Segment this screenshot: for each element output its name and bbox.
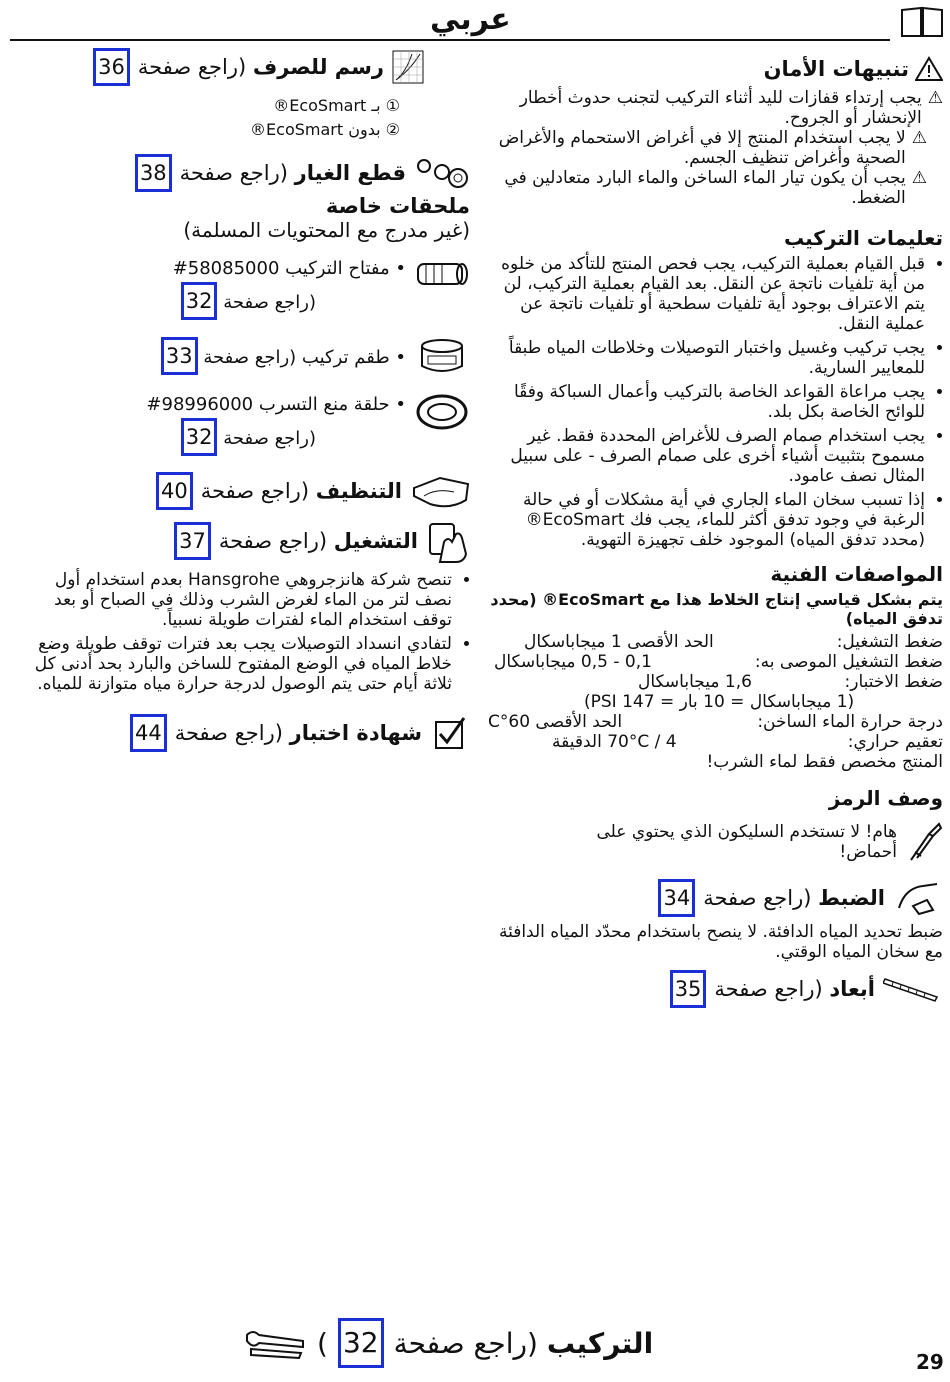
list-item: • يجب مراعاة القواعد الخاصة بالتركيب وأعمال السباكة وفقًا للوائح الخاصة بكل بلد. <box>488 382 925 422</box>
silicone-gun-icon <box>907 822 943 862</box>
accessory-item: • طقم تركيب (راجع صفحة 33 <box>22 336 470 376</box>
left-column <box>22 48 470 752</box>
accessory-page-link[interactable]: 33 <box>161 337 198 375</box>
special-accessories-title: ملحقات خاصة <box>325 194 470 218</box>
install-instructions-list <box>488 254 943 550</box>
page-number: 29 <box>916 1350 944 1374</box>
install-instructions-title: تعليمات التركيب <box>783 226 943 250</box>
symbol-desc-title: وصف الرمز <box>828 786 943 810</box>
header-rule <box>10 39 890 41</box>
mounting-key-icon <box>414 256 470 292</box>
test-cert-label: شهادة اختبار <box>289 721 422 745</box>
dimensions-page-link[interactable]: 35 <box>670 970 707 1008</box>
cleaning-label: التنظيف <box>315 479 402 503</box>
operation-ref: التشغيل (راجع صفحة 37 <box>22 518 470 564</box>
adjust-ref: الضبط (راجع صفحة 34 <box>488 878 943 918</box>
special-accessories-subtitle: (غير مدرج مع المحتويات المسلمة) <box>183 218 470 242</box>
flow-diagram-ref: رسم للصرف (راجع صفحة 36 <box>22 48 470 86</box>
page-header <box>0 0 950 44</box>
spec-row: ضغط التشغيل: الحد الأقصى 1 ميجاباسكال <box>524 632 943 652</box>
spare-parts-label: قطع الغيار <box>294 161 406 185</box>
spare-parts-page-link[interactable]: 38 <box>135 154 172 192</box>
ruler-icon <box>883 975 939 1003</box>
adjust-page-link[interactable]: 34 <box>658 879 695 917</box>
operation-hand-icon <box>426 518 470 564</box>
tech-specs-note: المنتج مخصص فقط لماء الشرب! <box>706 752 943 772</box>
list-item: • يجب استخدام صمام الصرف للأغراض المحددة فقط. غير مسموح بتثبيت أشياء أخرى على صمام الصرف - على سبيل المثال نصف عامود. <box>488 426 925 486</box>
accessory-text: مفتاح التركيب 58085000# <box>172 258 390 279</box>
adjust-label: الضبط <box>818 886 885 910</box>
book-icon <box>900 4 944 38</box>
installation-page-link[interactable]: 32 <box>338 1318 384 1368</box>
dimensions-ref: أبعاد (راجع صفحة 35 <box>488 970 943 1008</box>
sealing-ring-icon <box>414 392 470 432</box>
tech-specs-title: المواصفات الفنية <box>770 562 943 586</box>
flow-options <box>22 94 470 142</box>
warning-small-icon: ⚠ <box>911 128 927 148</box>
operation-page-link[interactable]: 37 <box>174 522 211 560</box>
checkbox-icon <box>430 716 470 750</box>
installation-label: التركيب <box>546 1326 654 1360</box>
accessory-text: طقم تركيب <box>301 347 390 368</box>
accessory-page-link[interactable]: 32 <box>181 282 218 320</box>
list-item: • إذا تسبب سخان الماء الجاري في أية مشكلات أو في حالة الرغبة في وجود تدفق أكثر للماء، يجب فك EcoSmart® (محدد تدفق المياه) الموجود خلف تجهيزة التهوية. <box>488 490 925 550</box>
operation-label: التشغيل <box>333 529 418 553</box>
test-cert-page-link[interactable]: 44 <box>130 714 167 752</box>
language-title: عربي <box>430 2 511 37</box>
warning-icon <box>915 56 943 82</box>
list-item: • تنصح شركة هانزجروهي Hansgrohe بعدم استخدام أول نصف لتر من الماء لغرض الشرب وذلك في الصباح أو بعد توقف استخدام الماء لفترات طويلة نسبياً. <box>22 570 452 630</box>
spec-row: درجة حرارة الماء الساخن: الحد الأقصى 60°C <box>488 712 943 732</box>
cleaning-page-link[interactable]: 40 <box>156 472 193 510</box>
list-item: • قبل القيام بعملية التركيب، يجب فحص المنتج للتأكد من خلوه من أية تلفيات ناتجة عن النقل. بعد القيام بعملية التركيب، لن يتم الاعتراف بوجود أية تلفيات سطحية أو تلفيات ناتجة عن عملية النقل. <box>488 254 925 334</box>
cleaning-ref: التنظيف (راجع صفحة 40 <box>22 470 470 512</box>
recommendations-list <box>22 570 470 694</box>
list-item: • يجب تركيب وغسيل واختبار التوصيلات وخلاطات المياه طبقاً للمعايير السارية. <box>488 338 925 378</box>
adjust-icon <box>893 878 943 918</box>
install-kit-icon <box>414 336 470 376</box>
flow-diagram-label: رسم للصرف <box>252 55 384 79</box>
accessory-item: • مفتاح التركيب 58085000# (راجع صفحة 32 <box>22 256 470 320</box>
warning-small-icon: ⚠ <box>911 168 927 188</box>
safety-title: تنبيهات الأمان <box>763 57 909 81</box>
safety-item: ⚠ يجب إرتداء قفازات لليد أثناء التركيب لتجنب حدوث أخطار الإنحشار أو الجروح. <box>519 88 943 128</box>
safety-item: ⚠ لا يجب استخدام المنتج إلا في أغراض الاستحمام والأغراض الصحية وأغراض تنظيف الجسم. <box>498 128 927 168</box>
accessory-item: • حلقة منع التسرب 98996000# (راجع صفحة 32 <box>22 392 470 456</box>
adjust-text: ضبط تحديد المياه الدافئة. لا ينصح باستخدام محدّد المياه الدافئة مع سخان المياه الوقتي. <box>498 922 943 962</box>
right-column <box>488 48 943 1008</box>
symbol-desc-row <box>488 822 943 862</box>
spare-parts-ref: قطع الغيار (راجع صفحة 38 <box>22 154 470 192</box>
flow-chart-icon <box>392 50 424 84</box>
spec-row: تعقيم حراري: 70°C / 4 الدقيقة <box>552 732 943 752</box>
dimensions-label: أبعاد <box>829 977 875 1001</box>
safety-item: ⚠ يجب أن يكون تيار الماء الساخن والماء البارد متعادلين في الضغط. <box>504 168 927 208</box>
flow-option-1: ① بـ EcoSmart® <box>273 96 400 115</box>
spec-row: (1 ميجاباسكال = 10 بار = 147 PSI) <box>584 692 855 712</box>
spec-row: ضغط الاختبار: 1,6 ميجاباسكال <box>638 672 943 692</box>
symbol-desc-text: هام! لا تستخدم السليكون الذي يحتوي على أحماض! <box>596 822 897 862</box>
accessory-page-link[interactable]: 32 <box>181 418 218 456</box>
tech-specs-table <box>488 632 943 772</box>
flow-option-2: ② بدون EcoSmart® <box>250 120 400 139</box>
cleaning-icon <box>410 470 470 512</box>
safety-heading <box>488 56 943 82</box>
spec-row: ضغط التشغيل الموصى به: 0,1 - 0,5 ميجاباسكال <box>494 652 943 672</box>
installation-ref: التركيب (راجع صفحة 32 ) <box>245 1318 653 1368</box>
list-item: • لتفادي انسداد التوصيلات يجب بعد فترات توقف طويلة وضع خلاط المياه في الوضع المفتوح للساخن والبارد بحد أدنى كل ثلاثة أيام حتى يتم الوصول لدرجة حرارة مياه متوازنة للمياه. <box>22 634 452 694</box>
tech-specs-subtitle: يتم بشكل قياسي إنتاج الخلاط هذا مع EcoSmart® (محدد تدفق المياه) <box>490 590 943 628</box>
flow-diagram-page-link[interactable]: 36 <box>93 48 130 86</box>
accessory-text: حلقة منع التسرب 98996000# <box>146 394 390 415</box>
spare-parts-icon <box>414 156 470 190</box>
test-cert-ref: شهادة اختبار (راجع صفحة 44 <box>22 714 470 752</box>
wrench-icon <box>245 1327 307 1359</box>
warning-small-icon: ⚠ <box>927 88 943 108</box>
